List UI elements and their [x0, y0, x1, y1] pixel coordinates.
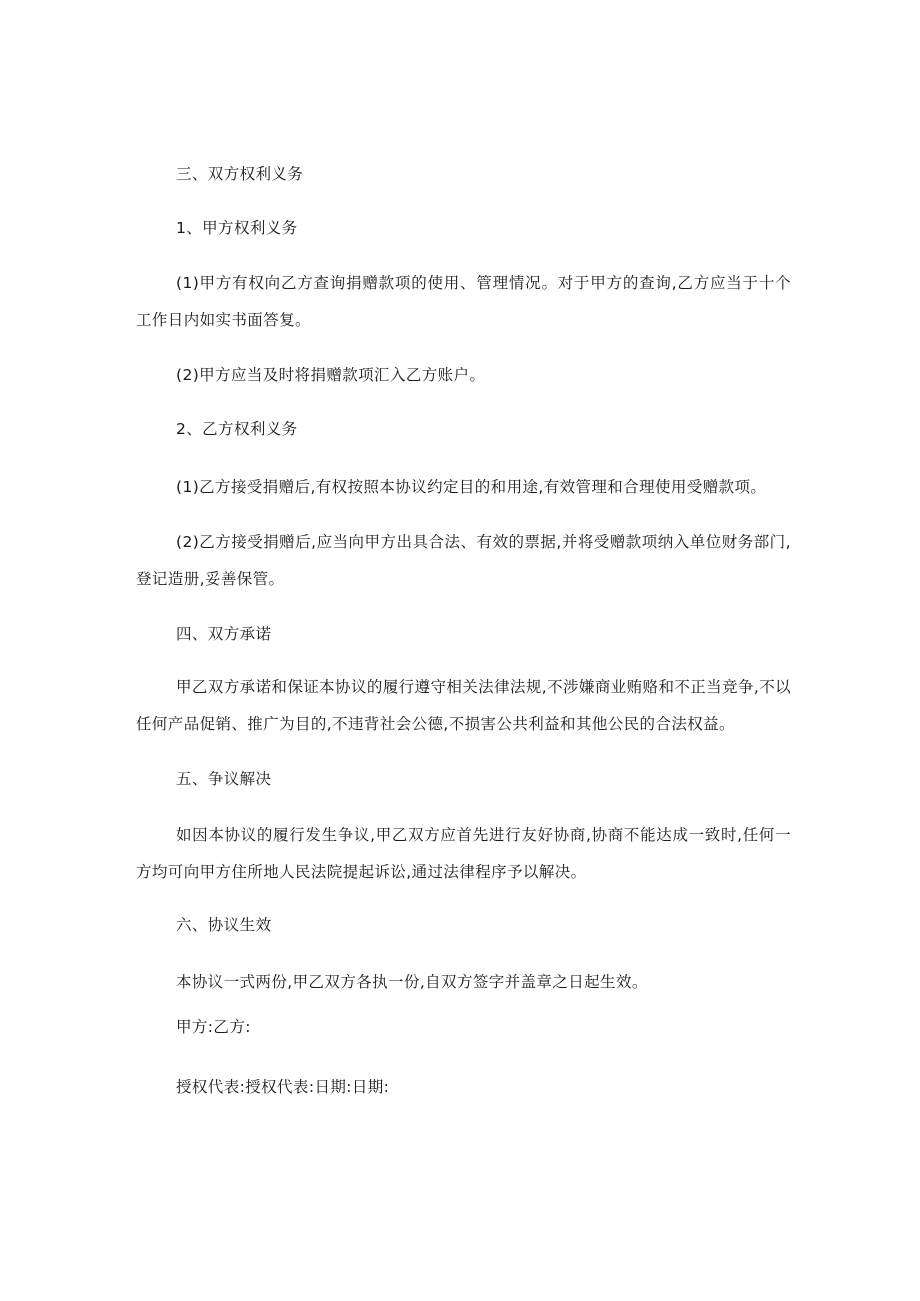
signature-line: 授权代表:授权代表:日期:日期:: [176, 1078, 390, 1096]
parties-line: 甲方:乙方:: [176, 1018, 251, 1036]
sub2-item1-paragraph: (1)乙方接受捐赠后,有权按照本协议约定目的和用途,有效管理和合理使用受赠款项。: [176, 478, 767, 496]
sub1-heading: 1、甲方权利义务: [176, 219, 298, 237]
section4-body-paragraph: 甲乙双方承诺和保证本协议的履行遵守相关法律法规,不涉嫌商业贿赂和不正当竞争,不以任何产品促销、推广为目的,不违背社会公德,不损害公共利益和其他公民的合法权益。: [136, 678, 791, 733]
section5-heading: 五、争议解决: [176, 770, 272, 788]
sub2-item2-paragraph: (2)乙方接受捐赠后,应当向甲方出具合法、有效的票据,并将受赠款项纳入单位财务部门,登记造册,妥善保管。: [136, 533, 791, 588]
section3-heading: 三、双方权利义务: [176, 165, 304, 183]
sub1-item1-paragraph: (1)甲方有权向乙方查询捐赠款项的使用、管理情况。对于甲方的查询,乙方应当于十个工作日内如实书面答复。: [136, 274, 791, 329]
section6-body-paragraph: 本协议一式两份,甲乙双方各执一份,自双方签字并盖章之日起生效。: [176, 973, 648, 991]
section5-body-paragraph: 如因本协议的履行发生争议,甲乙双方应首先进行友好协商,协商不能达成一致时,任何一方均可向甲方住所地人民法院提起诉讼,通过法律程序予以解决。: [136, 826, 791, 881]
sub2-heading: 2、乙方权利义务: [176, 420, 298, 438]
section6-heading: 六、协议生效: [176, 916, 272, 934]
sub1-item2-paragraph: (2)甲方应当及时将捐赠款项汇入乙方账户。: [176, 366, 486, 384]
section4-heading: 四、双方承诺: [176, 625, 272, 643]
